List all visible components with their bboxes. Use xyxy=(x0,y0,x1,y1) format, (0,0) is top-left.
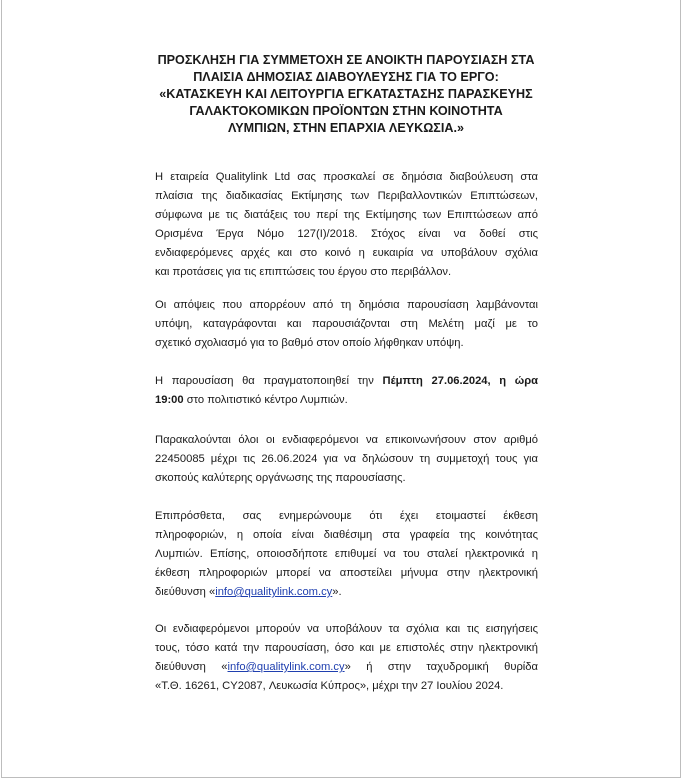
document-title xyxy=(136,52,556,137)
paragraph-line: υπόψη, καταγράφονται και παρουσιάζονται στη Μελέτη μαζί με το xyxy=(155,318,538,330)
presentation-time: 19:00 xyxy=(155,394,184,406)
presentation-date: Πέμπτη 27.06.2024, η ώρα xyxy=(382,375,538,387)
paragraph-line: σύμφωνα με τις διατάξεις του περί της Εκτίμησης των Επιπτώσεων από xyxy=(155,209,538,221)
paragraph-line: και προτάσεις για τις επιπτώσεις του έργου στο περιβάλλον. xyxy=(155,266,452,278)
paragraph-line: «Τ.Θ. 16261, CY2087, Λευκωσία Κύπρος», μέχρι την 27 Ιουλίου 2024. xyxy=(155,680,504,692)
paragraph-report xyxy=(155,507,538,602)
paragraph-line: Η εταιρεία Qualitylink Ltd σας προσκαλεί σε δημόσια διαβούλευση στα xyxy=(155,171,538,183)
presentation-intro: Η παρουσίαση θα πραγματοποιηθεί την xyxy=(155,375,383,387)
paragraph-line: έκθεση πληροφοριών μπορεί να αποστείλει μήνυμα στην ηλεκτρονική xyxy=(155,567,538,579)
presentation-venue: στο πολιτιστικό κέντρο Λυμπιών. xyxy=(183,394,348,406)
paragraph-submissions xyxy=(155,620,538,696)
paragraph-line: Οι απόψεις που απορρέουν από τη δημόσια παρουσίαση λαμβάνονται xyxy=(155,299,538,311)
paragraph-line xyxy=(155,391,538,410)
paragraph-contact xyxy=(155,431,538,488)
paragraph-line: ενδιαφερόμενες αρχές και στο κοινό η ευκαιρία να υποβάλουν σχόλια xyxy=(155,247,538,259)
title-line: ΓΑΛΑΚΤΟΚΟΜΙΚΩΝ ΠΡΟΪΟΝΤΩΝ ΣΤΗΝ ΚΟΙΝΟΤΗΤΑ xyxy=(189,104,503,118)
paragraph-line: πληροφοριών, η οποία είναι διαθέσιμη στα γραφεία της κοινότητας xyxy=(155,529,538,541)
address-suffix: ». xyxy=(332,586,342,598)
paragraph-presentation-date xyxy=(155,372,538,410)
paragraph-line xyxy=(155,372,538,391)
paragraph-line xyxy=(155,658,538,677)
paragraph-line: Επιπρόσθετα, σας ενημερώνουμε ότι έχει ετοιμαστεί έκθεση xyxy=(155,510,538,522)
paragraph-views xyxy=(155,296,538,353)
address-suffix: » ή στην ταχυδρομική θυρίδα xyxy=(344,661,538,673)
address-prefix: διεύθυνση « xyxy=(155,586,216,598)
paragraph-line: 22450085 μέχρι τις 26.06.2024 για να δηλώσουν τη συμμετοχή τους για xyxy=(155,453,538,465)
title-line: «ΚΑΤΑΣΚΕΥΗ ΚΑΙ ΛΕΙΤΟΥΡΓΙΑ ΕΓΚΑΤΑΣΤΑΣΗΣ ΠΑΡΑΣΚΕΥΗΣ xyxy=(159,87,533,101)
paragraph-invitation xyxy=(155,168,538,282)
paragraph-line: Λυμπιών. Επίσης, οποιοσδήποτε επιθυμεί να του σταλεί ηλεκτρονικά η xyxy=(155,548,538,560)
paragraph-line: σκοπούς καλύτερης οργάνωσης της παρουσίασης. xyxy=(155,472,406,484)
paragraph-line xyxy=(155,583,538,602)
title-line: ΛΥΜΠΙΩΝ, ΣΤΗΝ ΕΠΑΡΧΙΑ ΛΕΥΚΩΣΙΑ.» xyxy=(228,121,464,135)
email-link[interactable]: info@qualitylink.com.cy xyxy=(215,586,333,598)
title-line: ΠΛΑΙΣΙΑ ΔΗΜΟΣΙΑΣ ΔΙΑΒΟΥΛΕΥΣΗΣ ΓΙΑ ΤΟ ΕΡΓΟ: xyxy=(193,70,499,84)
email-link[interactable]: info@qualitylink.com.cy xyxy=(227,661,345,673)
paragraph-line: Ορισμένα Έργα Νόμο 127(Ι)/2018. Στόχος είναι να δοθεί στις xyxy=(155,228,538,240)
address-prefix: διεύθυνση « xyxy=(155,661,228,673)
paragraph-line: τους, τόσο κατά την παρουσίαση, όσο και με επιστολές στην ηλεκτρονική xyxy=(155,642,538,654)
paragraph-line: πλαίσια της διαδικασίας Εκτίμησης των Περιβαλλοντικών Επιπτώσεων, xyxy=(155,190,538,202)
paragraph-line: σχετικό σχολιασμό για το βαθμό στον οποίο λήφθηκαν υπόψη. xyxy=(155,337,464,349)
paragraph-line: Οι ενδιαφερόμενοι μπορούν να υποβάλουν τα σχόλια και τις εισηγήσεις xyxy=(155,623,538,635)
paragraph-line: Παρακαλούνται όλοι οι ενδιαφερόμενοι να επικοινωνήσουν στον αριθμό xyxy=(155,434,538,446)
title-line: ΠΡΟΣΚΛΗΣΗ ΓΙΑ ΣΥΜΜΕΤΟΧΗ ΣΕ ΑΝΟΙΚΤΗ ΠΑΡΟΥΣΙΑΣΗ ΣΤΑ xyxy=(157,53,535,67)
